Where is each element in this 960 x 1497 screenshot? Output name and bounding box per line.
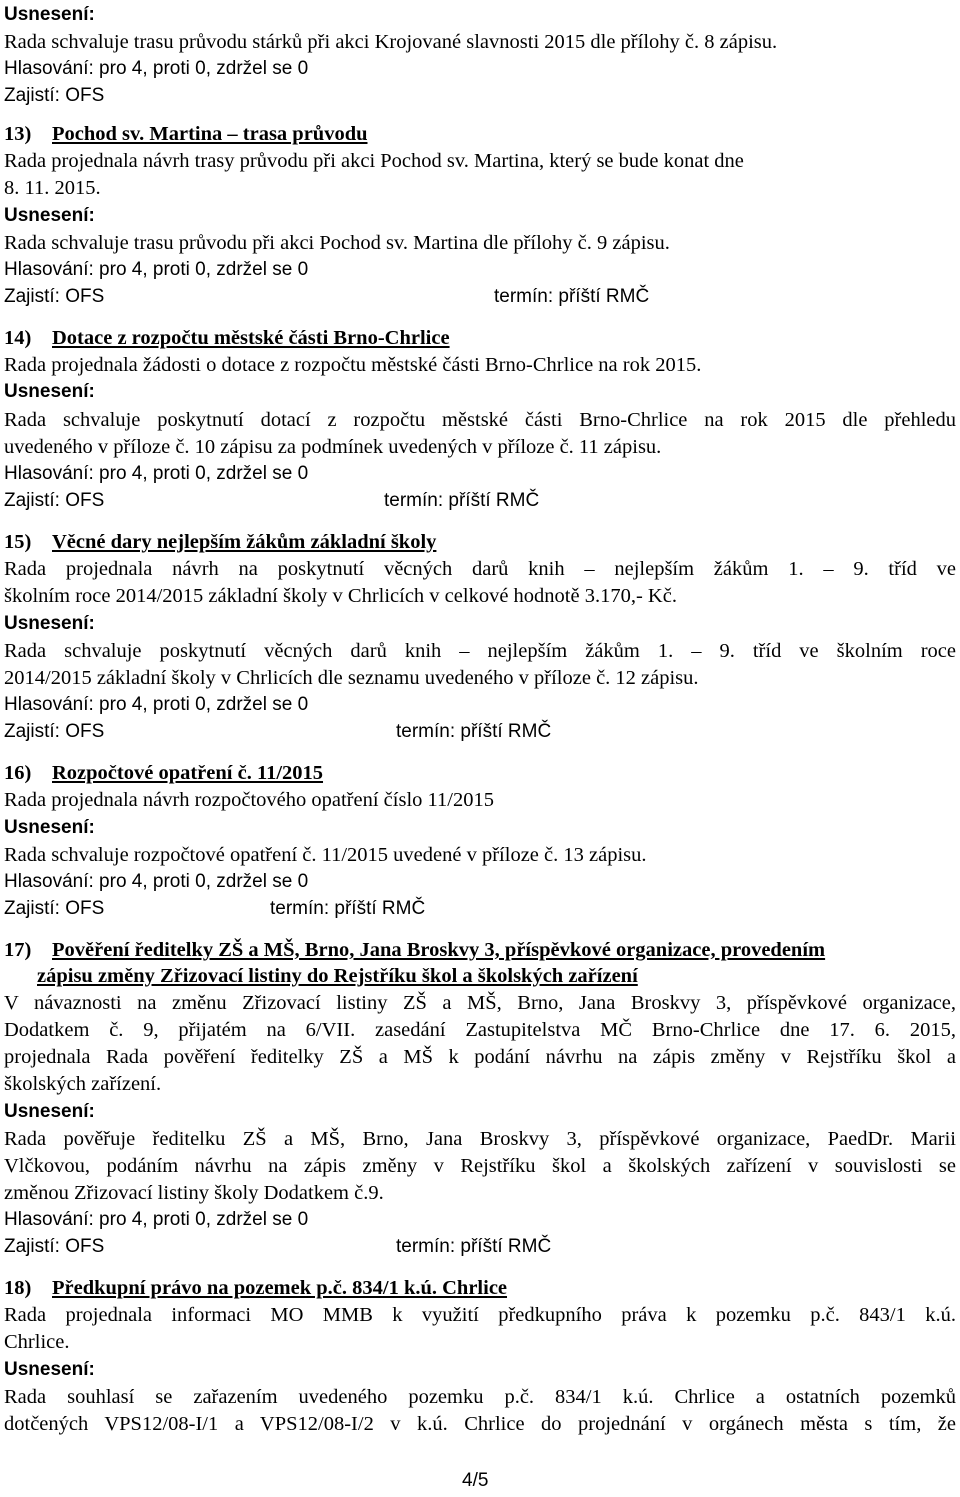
paragraph-line: školských zařízení. — [4, 1073, 162, 1095]
section-number: 18) — [4, 1277, 32, 1299]
section-title: Pověření ředitelky ZŠ a MŠ, Brno, Jana Broskvy 3, příspěvkové organizace, provedením — [52, 939, 826, 961]
resolution-text: Rada schvaluje poskytnutí dotací z rozpočtu městské části Brno-Chrlice na rok 2015 dle přehledu — [4, 409, 956, 431]
section-title: Věcné dary nejlepším žákům základní školy — [52, 531, 437, 553]
resolution-label: Usnesení: — [4, 381, 95, 402]
page-number: 4/5 — [462, 1470, 489, 1491]
vote-line: Hlasování: pro 4, proti 0, zdržel se 0 — [4, 58, 309, 79]
paragraph-line: Rada projednala návrh rozpočtového opatření číslo 11/2015 — [4, 789, 494, 811]
resolution-label: Usnesení: — [4, 817, 95, 838]
resolution-text: změnou Zřizovací listiny školy Dodatkem č.9. — [4, 1182, 384, 1204]
section-17-heading — [4, 937, 825, 963]
resolution-text: 2014/2015 základní školy v Chrlicích dle seznamu uvedeného v příloze č. 12 zápisu. — [4, 667, 699, 689]
deadline-line: termín: příští RMČ — [270, 898, 426, 919]
resolution-text: uvedeného v příloze č. 10 zápisu za podmínek uvedených v příloze č. 11 zápisu. — [4, 436, 662, 458]
section-15-heading — [4, 529, 436, 555]
resolution-text: Rada souhlasí se zařazením uvedeného pozemku p.č. 834/1 k.ú. Chrlice a ostatních pozemků — [4, 1386, 956, 1408]
resolution-label: Usnesení: — [4, 205, 95, 226]
deadline-line: termín: příští RMČ — [396, 1236, 552, 1257]
section-14-heading — [4, 325, 450, 351]
paragraph-line: Rada projednala návrh trasy průvodu při akci Pochod sv. Martina, který se bude konat dne — [4, 150, 744, 172]
section-16-heading — [4, 760, 323, 786]
responsible-line: Zajistí: OFS — [4, 898, 105, 919]
deadline-line: termín: příští RMČ — [494, 286, 650, 307]
paragraph-line: školním roce 2014/2015 základní školy v Chrlicích v celkové hodnotě 3.170,- Kč. — [4, 585, 677, 607]
section-number: 15) — [4, 531, 32, 553]
paragraph-line: projednala Rada pověření ředitelky ZŠ a MŠ k podání návrhu na zápis změny v Rejstříku škol a — [4, 1046, 956, 1068]
resolution-text: Vlčkovou, podáním návrhu na zápis změny v Rejstříku škol a školských zařízení v souvislosti se — [4, 1155, 956, 1177]
vote-line: Hlasování: pro 4, proti 0, zdržel se 0 — [4, 463, 309, 484]
resolution-text: Rada schvaluje poskytnutí věcných darů knih – nejlepším žákům 1. – 9. tříd ve školním roce — [4, 640, 956, 662]
resolution-label: Usnesení: — [4, 1359, 95, 1380]
deadline-line: termín: příští RMČ — [384, 490, 540, 511]
resolution-label: Usnesení: — [4, 613, 95, 634]
resolution-text: Rada schvaluje rozpočtové opatření č. 11/2015 uvedené v příloze č. 13 zápisu. — [4, 844, 647, 866]
resolution-label: Usnesení: — [4, 1101, 95, 1122]
deadline-line: termín: příští RMČ — [396, 721, 552, 742]
responsible-line: Zajistí: OFS — [4, 85, 105, 106]
paragraph-line: Dodatkem č. 9, přijatém na 6/VII. zasedání Zastupitelstva MČ Brno-Chrlice dne 17. 6. 2015, — [4, 1019, 956, 1041]
responsible-line: Zajistí: OFS — [4, 721, 105, 742]
section-title: Pochod sv. Martina – trasa průvodu — [52, 123, 368, 145]
vote-line: Hlasování: pro 4, proti 0, zdržel se 0 — [4, 259, 309, 280]
vote-line: Hlasování: pro 4, proti 0, zdržel se 0 — [4, 694, 309, 715]
paragraph-line: Rada projednala informaci MO MMB k využití předkupního práva k pozemku p.č. 843/1 k.ú. — [4, 1304, 956, 1326]
section-title: Předkupní právo na pozemek p.č. 834/1 k.ú. Chrlice — [52, 1277, 508, 1299]
section-title: Rozpočtové opatření č. 11/2015 — [52, 762, 324, 784]
paragraph-line: V návaznosti na změnu Zřizovací listiny ZŠ a MŠ, Brno, Jana Broskvy 3, příspěvkové organizace, — [4, 992, 956, 1014]
section-number: 17) — [4, 939, 32, 961]
section-title-continued — [37, 963, 638, 989]
responsible-line: Zajistí: OFS — [4, 286, 105, 307]
responsible-line: Zajistí: OFS — [4, 1236, 105, 1257]
resolution-text: Rada schvaluje trasu průvodu při akci Pochod sv. Martina dle přílohy č. 9 zápisu. — [4, 232, 670, 254]
resolution-text: dotčených VPS12/08-I/1 a VPS12/08-I/2 v k.ú. Chrlice do projednání v orgánech města s tím, že — [4, 1413, 956, 1435]
section-18-heading — [4, 1275, 507, 1301]
section-number: 13) — [4, 123, 32, 145]
paragraph-line: Rada projednala žádosti o dotace z rozpočtu městské části Brno-Chrlice na rok 2015. — [4, 354, 702, 376]
responsible-line: Zajistí: OFS — [4, 490, 105, 511]
section-title: Dotace z rozpočtu městské části Brno-Chrlice — [52, 327, 450, 349]
paragraph-line: 8. 11. 2015. — [4, 177, 101, 199]
resolution-text: Rada pověřuje ředitelku ZŠ a MŠ, Brno, Jana Broskvy 3, příspěvkové organizace, PaedDr. Marii — [4, 1128, 956, 1150]
paragraph-line: Rada projednala návrh na poskytnutí věcných darů knih – nejlepším žákům 1. – 9. tříd ve — [4, 558, 956, 580]
vote-line: Hlasování: pro 4, proti 0, zdržel se 0 — [4, 871, 309, 892]
paragraph-line: Chrlice. — [4, 1331, 70, 1353]
resolution-label: Usnesení: — [4, 4, 95, 25]
section-number: 16) — [4, 762, 32, 784]
section-number: 14) — [4, 327, 32, 349]
section-13-heading — [4, 121, 368, 147]
vote-line: Hlasování: pro 4, proti 0, zdržel se 0 — [4, 1209, 309, 1230]
section-title: zápisu změny Zřizovací listiny do Rejstříku škol a školských zařízení — [37, 965, 638, 987]
resolution-text: Rada schvaluje trasu průvodu stárků při akci Krojované slavnosti 2015 dle přílohy č. 8 zápisu. — [4, 31, 778, 53]
